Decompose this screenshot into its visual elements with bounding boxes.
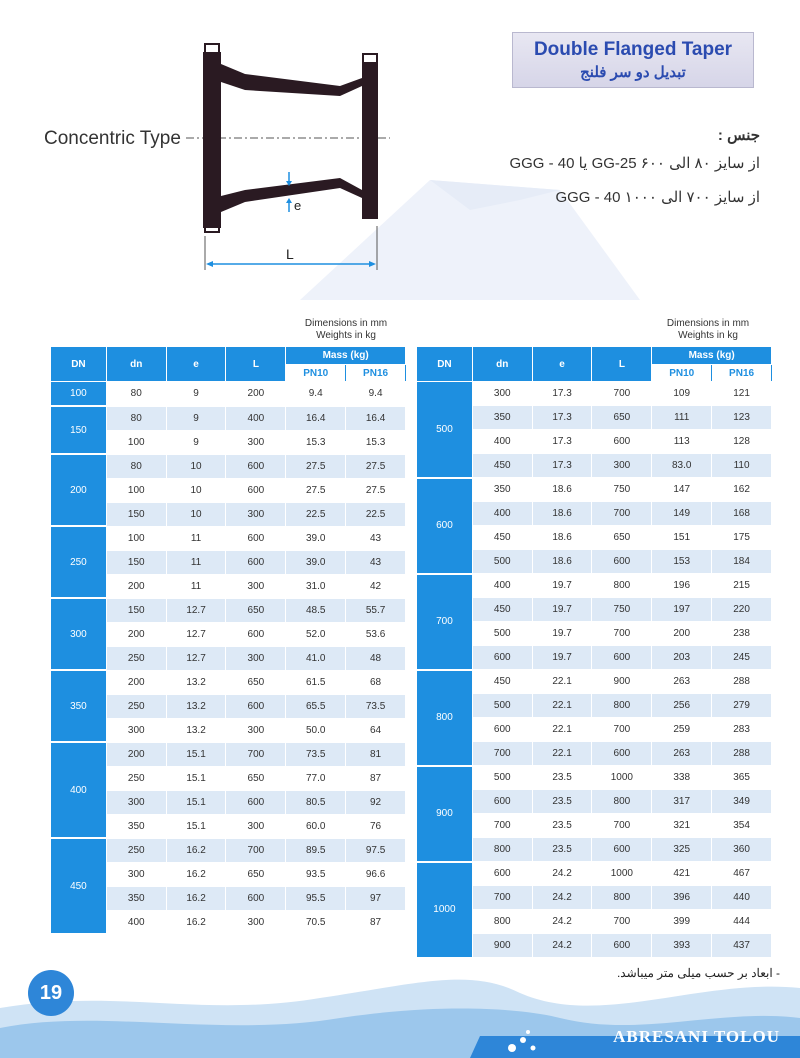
pn16-cell: 27.5: [346, 454, 406, 478]
pn10-cell: 197: [652, 598, 712, 622]
dn-small-cell: 500: [472, 550, 532, 574]
pn10-cell: 80.5: [286, 790, 346, 814]
e-cell: 13.2: [166, 694, 226, 718]
header-pn10: PN10: [652, 365, 712, 382]
l-cell: 600: [592, 646, 652, 670]
pn10-cell: 153: [652, 550, 712, 574]
dn-small-cell: 500: [472, 622, 532, 646]
e-cell: 18.6: [532, 502, 592, 526]
pn16-cell: 440: [712, 886, 772, 910]
dn-cell: 1000: [417, 862, 473, 958]
pn10-cell: 27.5: [286, 454, 346, 478]
pn16-cell: 9.4: [346, 382, 406, 407]
l-cell: 600: [226, 478, 286, 502]
l-cell: 800: [592, 886, 652, 910]
e-cell: 16.2: [166, 886, 226, 910]
l-cell: 650: [226, 598, 286, 622]
dims-note-left: [286, 318, 406, 342]
pn10-cell: 31.0: [286, 574, 346, 598]
header-mass: Mass (kg): [652, 347, 772, 365]
dn-small-cell: 250: [106, 646, 166, 670]
dn-small-cell: 400: [106, 910, 166, 934]
header-e: e: [532, 347, 592, 382]
e-cell: 23.5: [532, 814, 592, 838]
pn16-cell: 288: [712, 670, 772, 694]
dn-small-cell: 400: [472, 574, 532, 598]
pn10-cell: 9.4: [286, 382, 346, 407]
e-cell: 9: [166, 430, 226, 454]
e-cell: 15.1: [166, 742, 226, 766]
pn10-cell: 196: [652, 574, 712, 598]
dn-cell: 350: [51, 670, 107, 742]
e-cell: 18.6: [532, 478, 592, 502]
dn-small-cell: 300: [106, 862, 166, 886]
pn16-cell: 175: [712, 526, 772, 550]
dims-note-right-line1: Dimensions in mm: [666, 318, 750, 329]
l-cell: 800: [592, 694, 652, 718]
dn-cell: 100: [51, 382, 107, 407]
pn16-cell: 245: [712, 646, 772, 670]
pn16-cell: 238: [712, 622, 772, 646]
dn-cell: 900: [417, 766, 473, 862]
pn16-cell: 15.3: [346, 430, 406, 454]
pn16-cell: 349: [712, 790, 772, 814]
e-cell: 16.2: [166, 862, 226, 886]
pn10-cell: 93.5: [286, 862, 346, 886]
e-cell: 22.1: [532, 718, 592, 742]
dn-small-cell: 300: [106, 718, 166, 742]
pn10-cell: 95.5: [286, 886, 346, 910]
header-mass: Mass (kg): [286, 347, 406, 365]
pn16-cell: 87: [346, 910, 406, 934]
e-cell: 17.3: [532, 454, 592, 478]
dn-small-cell: 450: [472, 526, 532, 550]
pn16-cell: 64: [346, 718, 406, 742]
dn-small-cell: 200: [106, 622, 166, 646]
l-cell: 600: [226, 526, 286, 550]
l-cell: 600: [226, 622, 286, 646]
dn-small-cell: 200: [106, 742, 166, 766]
e-cell: 19.7: [532, 598, 592, 622]
l-cell: 700: [226, 838, 286, 862]
l-cell: 650: [592, 406, 652, 430]
pn16-cell: 27.5: [346, 478, 406, 502]
table-row: [417, 574, 772, 598]
material-line-2: از سایز ۷۰۰ الی ۱۰۰۰ GGG - 40: [555, 189, 760, 206]
e-cell: 24.2: [532, 934, 592, 958]
pn10-cell: 259: [652, 718, 712, 742]
l-cell: 750: [592, 478, 652, 502]
header-l: L: [592, 347, 652, 382]
dn-cell: 400: [51, 742, 107, 838]
pn16-cell: 128: [712, 430, 772, 454]
pn10-cell: 89.5: [286, 838, 346, 862]
l-cell: 700: [592, 814, 652, 838]
dn-cell: 450: [51, 838, 107, 934]
dn-small-cell: 250: [106, 766, 166, 790]
dn-small-cell: 350: [106, 814, 166, 838]
l-cell: 600: [226, 790, 286, 814]
pn16-cell: 184: [712, 550, 772, 574]
l-cell: 300: [226, 814, 286, 838]
dn-small-cell: 100: [106, 478, 166, 502]
page-number: 19: [28, 970, 74, 1016]
l-cell: 300: [226, 430, 286, 454]
pn10-cell: 70.5: [286, 910, 346, 934]
pn10-cell: 60.0: [286, 814, 346, 838]
l-cell: 300: [592, 454, 652, 478]
dims-note-left-line2: Weights in kg: [316, 330, 376, 341]
dn-cell: 150: [51, 406, 107, 454]
brand-name: ABRESANI TOLOU: [613, 1027, 780, 1046]
dn-cell: 250: [51, 526, 107, 598]
pn10-cell: 396: [652, 886, 712, 910]
e-cell: 23.5: [532, 766, 592, 790]
l-cell: 600: [592, 550, 652, 574]
table-row: [51, 598, 406, 622]
dn-small-cell: 100: [106, 430, 166, 454]
e-cell: 15.1: [166, 766, 226, 790]
e-cell: 11: [166, 526, 226, 550]
table-row: [417, 766, 772, 790]
l-cell: 300: [226, 646, 286, 670]
pn16-cell: 68: [346, 670, 406, 694]
table-row: [417, 382, 772, 406]
pn10-cell: 149: [652, 502, 712, 526]
dn-small-cell: 250: [106, 694, 166, 718]
pn10-cell: 39.0: [286, 526, 346, 550]
l-cell: 600: [226, 550, 286, 574]
e-cell: 12.7: [166, 622, 226, 646]
table-row: [51, 526, 406, 550]
pn16-cell: 467: [712, 862, 772, 886]
l-cell: 650: [226, 670, 286, 694]
e-cell: 10: [166, 478, 226, 502]
e-dimension-label: e: [294, 198, 302, 213]
l-cell: 300: [226, 574, 286, 598]
dn-small-cell: 700: [472, 814, 532, 838]
pn16-cell: 16.4: [346, 406, 406, 430]
pn10-cell: 256: [652, 694, 712, 718]
e-cell: 17.3: [532, 382, 592, 406]
dn-small-cell: 300: [472, 382, 532, 406]
header-dn: DN: [417, 347, 473, 382]
pn16-cell: 365: [712, 766, 772, 790]
table-row: [51, 406, 406, 430]
dn-small-cell: 200: [106, 574, 166, 598]
pn16-cell: 22.5: [346, 502, 406, 526]
dn-cell: 200: [51, 454, 107, 526]
l-cell: 900: [592, 670, 652, 694]
concentric-type-label: Concentric Type: [44, 128, 181, 149]
pn16-cell: 354: [712, 814, 772, 838]
dn-cell: 500: [417, 382, 473, 478]
dn-small-cell: 450: [472, 454, 532, 478]
pn10-cell: 325: [652, 838, 712, 862]
pn10-cell: 41.0: [286, 646, 346, 670]
e-cell: 16.2: [166, 910, 226, 934]
dn-small-cell: 800: [472, 838, 532, 862]
pn10-cell: 338: [652, 766, 712, 790]
pn10-cell: 65.5: [286, 694, 346, 718]
pn16-cell: 121: [712, 382, 772, 406]
pn10-cell: 399: [652, 910, 712, 934]
table-row: [51, 670, 406, 694]
pn10-cell: 16.4: [286, 406, 346, 430]
pn16-cell: 360: [712, 838, 772, 862]
pn10-cell: 39.0: [286, 550, 346, 574]
dn-cell: 800: [417, 670, 473, 766]
l-cell: 600: [592, 742, 652, 766]
pn16-cell: 220: [712, 598, 772, 622]
footnote: - ابعاد بر حسب میلی متر میباشد.: [616, 966, 780, 980]
pn10-cell: 22.5: [286, 502, 346, 526]
dn-small-cell: 80: [106, 406, 166, 430]
dn-small-cell: 150: [106, 598, 166, 622]
dn-small-cell: 80: [106, 382, 166, 407]
l-cell: 800: [592, 574, 652, 598]
e-cell: 15.1: [166, 814, 226, 838]
table-row: [417, 670, 772, 694]
dn-small-cell: 150: [106, 502, 166, 526]
pn16-cell: 73.5: [346, 694, 406, 718]
header-dn-small: dn: [472, 347, 532, 382]
e-cell: 18.6: [532, 526, 592, 550]
pn10-cell: 113: [652, 430, 712, 454]
pn16-cell: 279: [712, 694, 772, 718]
e-cell: 10: [166, 502, 226, 526]
e-cell: 15.1: [166, 790, 226, 814]
l-cell: 650: [226, 766, 286, 790]
header-dn-small: dn: [106, 347, 166, 382]
e-cell: 19.7: [532, 574, 592, 598]
e-cell: 23.5: [532, 790, 592, 814]
table-row: [417, 862, 772, 886]
e-cell: 12.7: [166, 598, 226, 622]
e-cell: 12.7: [166, 646, 226, 670]
header-dn: DN: [51, 347, 107, 382]
e-cell: 22.1: [532, 742, 592, 766]
material-section: [509, 126, 760, 222]
pn10-cell: 393: [652, 934, 712, 958]
dims-note-right: [648, 318, 768, 342]
dn-small-cell: 250: [106, 838, 166, 862]
pn10-cell: 83.0: [652, 454, 712, 478]
l-cell: 300: [226, 910, 286, 934]
e-cell: 13.2: [166, 670, 226, 694]
l-cell: 300: [226, 502, 286, 526]
dims-note-left-line1: Dimensions in mm: [304, 318, 388, 329]
pn10-cell: 151: [652, 526, 712, 550]
l-cell: 700: [592, 502, 652, 526]
pn10-cell: 317: [652, 790, 712, 814]
pn10-cell: 200: [652, 622, 712, 646]
l-cell: 600: [592, 430, 652, 454]
l-cell: 700: [592, 382, 652, 406]
e-cell: 23.5: [532, 838, 592, 862]
l-cell: 200: [226, 382, 286, 407]
dn-small-cell: 400: [472, 502, 532, 526]
header-e: e: [166, 347, 226, 382]
material-title: جنس :: [717, 127, 760, 144]
e-cell: 16.2: [166, 838, 226, 862]
e-cell: 22.1: [532, 670, 592, 694]
dn-small-cell: 80: [106, 454, 166, 478]
right-dimensions-table: [416, 346, 772, 959]
pn10-cell: 263: [652, 670, 712, 694]
pn16-cell: 53.6: [346, 622, 406, 646]
dn-small-cell: 900: [472, 934, 532, 958]
l-cell: 750: [592, 598, 652, 622]
pn10-cell: 50.0: [286, 718, 346, 742]
pn16-cell: 283: [712, 718, 772, 742]
l-cell: 600: [226, 694, 286, 718]
dn-small-cell: 600: [472, 718, 532, 742]
dn-small-cell: 450: [472, 670, 532, 694]
pn10-cell: 147: [652, 478, 712, 502]
l-cell: 650: [226, 862, 286, 886]
e-cell: 22.1: [532, 694, 592, 718]
l-cell: 600: [592, 934, 652, 958]
pn16-cell: 76: [346, 814, 406, 838]
dn-cell: 600: [417, 478, 473, 574]
pn16-cell: 43: [346, 526, 406, 550]
table-row: [51, 742, 406, 766]
pn10-cell: 421: [652, 862, 712, 886]
taper-drawing: [0, 0, 420, 290]
e-cell: 13.2: [166, 718, 226, 742]
l-cell: 650: [592, 526, 652, 550]
header-pn16: PN16: [712, 365, 772, 382]
l-cell: 800: [592, 790, 652, 814]
l-dimension-label: L: [286, 246, 294, 262]
dn-small-cell: 150: [106, 550, 166, 574]
l-cell: 600: [226, 454, 286, 478]
dn-small-cell: 600: [472, 646, 532, 670]
pn16-cell: 42: [346, 574, 406, 598]
dn-small-cell: 350: [106, 886, 166, 910]
l-cell: 1000: [592, 766, 652, 790]
header-pn16: PN16: [346, 365, 406, 382]
dn-small-cell: 700: [472, 886, 532, 910]
pn10-cell: 203: [652, 646, 712, 670]
dn-small-cell: 350: [472, 478, 532, 502]
dn-cell: 700: [417, 574, 473, 670]
pn16-cell: 81: [346, 742, 406, 766]
dn-small-cell: 600: [472, 790, 532, 814]
pn16-cell: 43: [346, 550, 406, 574]
pn16-cell: 288: [712, 742, 772, 766]
l-cell: 400: [226, 406, 286, 430]
pn16-cell: 55.7: [346, 598, 406, 622]
pn10-cell: 111: [652, 406, 712, 430]
l-cell: 700: [226, 742, 286, 766]
pn10-cell: 321: [652, 814, 712, 838]
dn-small-cell: 500: [472, 694, 532, 718]
title-persian: تبدیل دو سر فلنج: [580, 64, 686, 81]
l-cell: 700: [592, 622, 652, 646]
e-cell: 19.7: [532, 622, 592, 646]
pn16-cell: 48: [346, 646, 406, 670]
table-row: [51, 454, 406, 478]
pn16-cell: 162: [712, 478, 772, 502]
dn-small-cell: 700: [472, 742, 532, 766]
dn-small-cell: 300: [106, 790, 166, 814]
pn16-cell: 96.6: [346, 862, 406, 886]
dn-small-cell: 500: [472, 766, 532, 790]
pn10-cell: 27.5: [286, 478, 346, 502]
dn-cell: 300: [51, 598, 107, 670]
pn16-cell: 97.5: [346, 838, 406, 862]
pn16-cell: 168: [712, 502, 772, 526]
e-cell: 24.2: [532, 886, 592, 910]
pn16-cell: 215: [712, 574, 772, 598]
e-cell: 17.3: [532, 430, 592, 454]
e-cell: 11: [166, 550, 226, 574]
pn16-cell: 444: [712, 910, 772, 934]
e-cell: 24.2: [532, 862, 592, 886]
l-cell: 700: [592, 910, 652, 934]
pn10-cell: 61.5: [286, 670, 346, 694]
pn10-cell: 48.5: [286, 598, 346, 622]
material-line-1: از سایز ۸۰ الی ۶۰۰ GG-25 یا GGG - 40: [509, 155, 760, 172]
e-cell: 9: [166, 382, 226, 407]
dn-small-cell: 100: [106, 526, 166, 550]
l-cell: 600: [592, 838, 652, 862]
pn16-cell: 97: [346, 886, 406, 910]
e-cell: 24.2: [532, 910, 592, 934]
dn-small-cell: 400: [472, 430, 532, 454]
l-cell: 1000: [592, 862, 652, 886]
dn-small-cell: 600: [472, 862, 532, 886]
pn10-cell: 109: [652, 382, 712, 406]
pn16-cell: 87: [346, 766, 406, 790]
e-cell: 18.6: [532, 550, 592, 574]
l-cell: 600: [226, 886, 286, 910]
table-row: [417, 478, 772, 502]
dn-small-cell: 800: [472, 910, 532, 934]
e-cell: 9: [166, 406, 226, 430]
pn10-cell: 73.5: [286, 742, 346, 766]
e-cell: 19.7: [532, 646, 592, 670]
pn16-cell: 92: [346, 790, 406, 814]
pn16-cell: 110: [712, 454, 772, 478]
pn10-cell: 263: [652, 742, 712, 766]
e-cell: 10: [166, 454, 226, 478]
dn-small-cell: 450: [472, 598, 532, 622]
pn10-cell: 52.0: [286, 622, 346, 646]
dims-note-right-line2: Weights in kg: [678, 330, 738, 341]
dn-small-cell: 200: [106, 670, 166, 694]
title-box: [512, 32, 754, 88]
header-pn10: PN10: [286, 365, 346, 382]
header-l: L: [226, 347, 286, 382]
dn-small-cell: 350: [472, 406, 532, 430]
pn10-cell: 77.0: [286, 766, 346, 790]
pn16-cell: 437: [712, 934, 772, 958]
l-cell: 700: [592, 718, 652, 742]
table-row: [51, 838, 406, 862]
l-cell: 300: [226, 718, 286, 742]
pn10-cell: 15.3: [286, 430, 346, 454]
table-row: [51, 382, 406, 407]
pn16-cell: 123: [712, 406, 772, 430]
left-dimensions-table: [50, 346, 406, 935]
e-cell: 11: [166, 574, 226, 598]
title-english: Double Flanged Taper: [533, 39, 733, 60]
e-cell: 17.3: [532, 406, 592, 430]
